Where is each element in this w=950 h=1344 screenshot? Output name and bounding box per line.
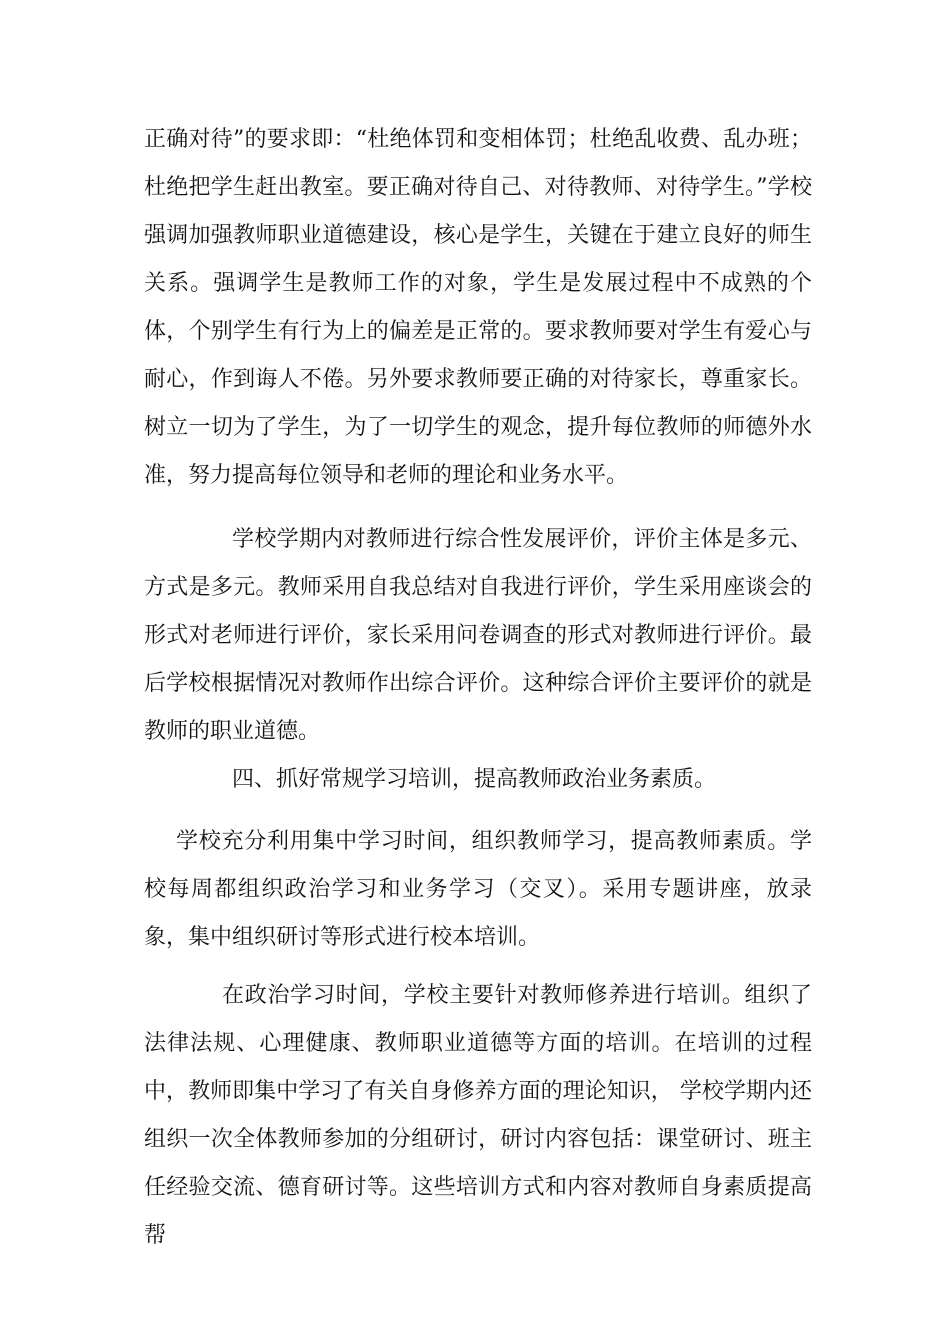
document-body bbox=[144, 116, 812, 1260]
paragraph-training: 学校充分利用集中学习时间，组织教师学习，提高教师素质。学校每周都组织政治学习和业务学习（交叉）。采用专题讲座，放录象，集中组织研讨等形式进行校本培训。 bbox=[144, 829, 812, 950]
paragraph-evaluation: 学校学期内对教师进行综合性发展评价，评价主体是多元、方式是多元。教师采用自我总结对自我进行评价，学生采用座谈会的形式对老师进行评价，家长采用问卷调查的形式对教师进行评价。最后学校根据情况对教师作出综合评价。这种综合评价主要评价的就是教师的职业道德。 bbox=[144, 527, 812, 744]
section-heading: 四、抓好常规学习培训，提高教师政治业务素质。 bbox=[232, 767, 717, 792]
paragraph-political-study: 在政治学习时间，学校主要针对教师修养进行培训。组织了法律法规、心理健康、教师职业道德等方面的培训。在培训的过程中，教师即集中学习了有关自身修养方面的理论知识， 学校学期内还组织一次全体教师参加的分组研讨，研讨内容包括：课堂研讨、班主任经验交流、德育研讨等。这些培训方式和内容对教师自身素质提高帮 bbox=[144, 983, 812, 1248]
paragraph-teacher-ethics: 正确对待”的要求即：“杜绝体罚和变相体罚；杜绝乱收费、乱办班；杜绝把学生赶出教室。要正确对待自己、对待教师、对待学生。”学校强调加强教师职业道德建设，核心是学生，关键在于建立良好的师生关系。强调学生是教师工作的对象，学生是发展过程中不成熟的个体，个别学生有行为上的偏差是正常的。要求教师要对学生有爱心与耐心，作到诲人不倦。另外要求教师要正确的对待家长，尊重家长。树立一切为了学生，为了一切学生的观念，提升每位教师的师德外水准，努力提高每位领导和老师的理论和业务水平。 bbox=[144, 127, 812, 488]
